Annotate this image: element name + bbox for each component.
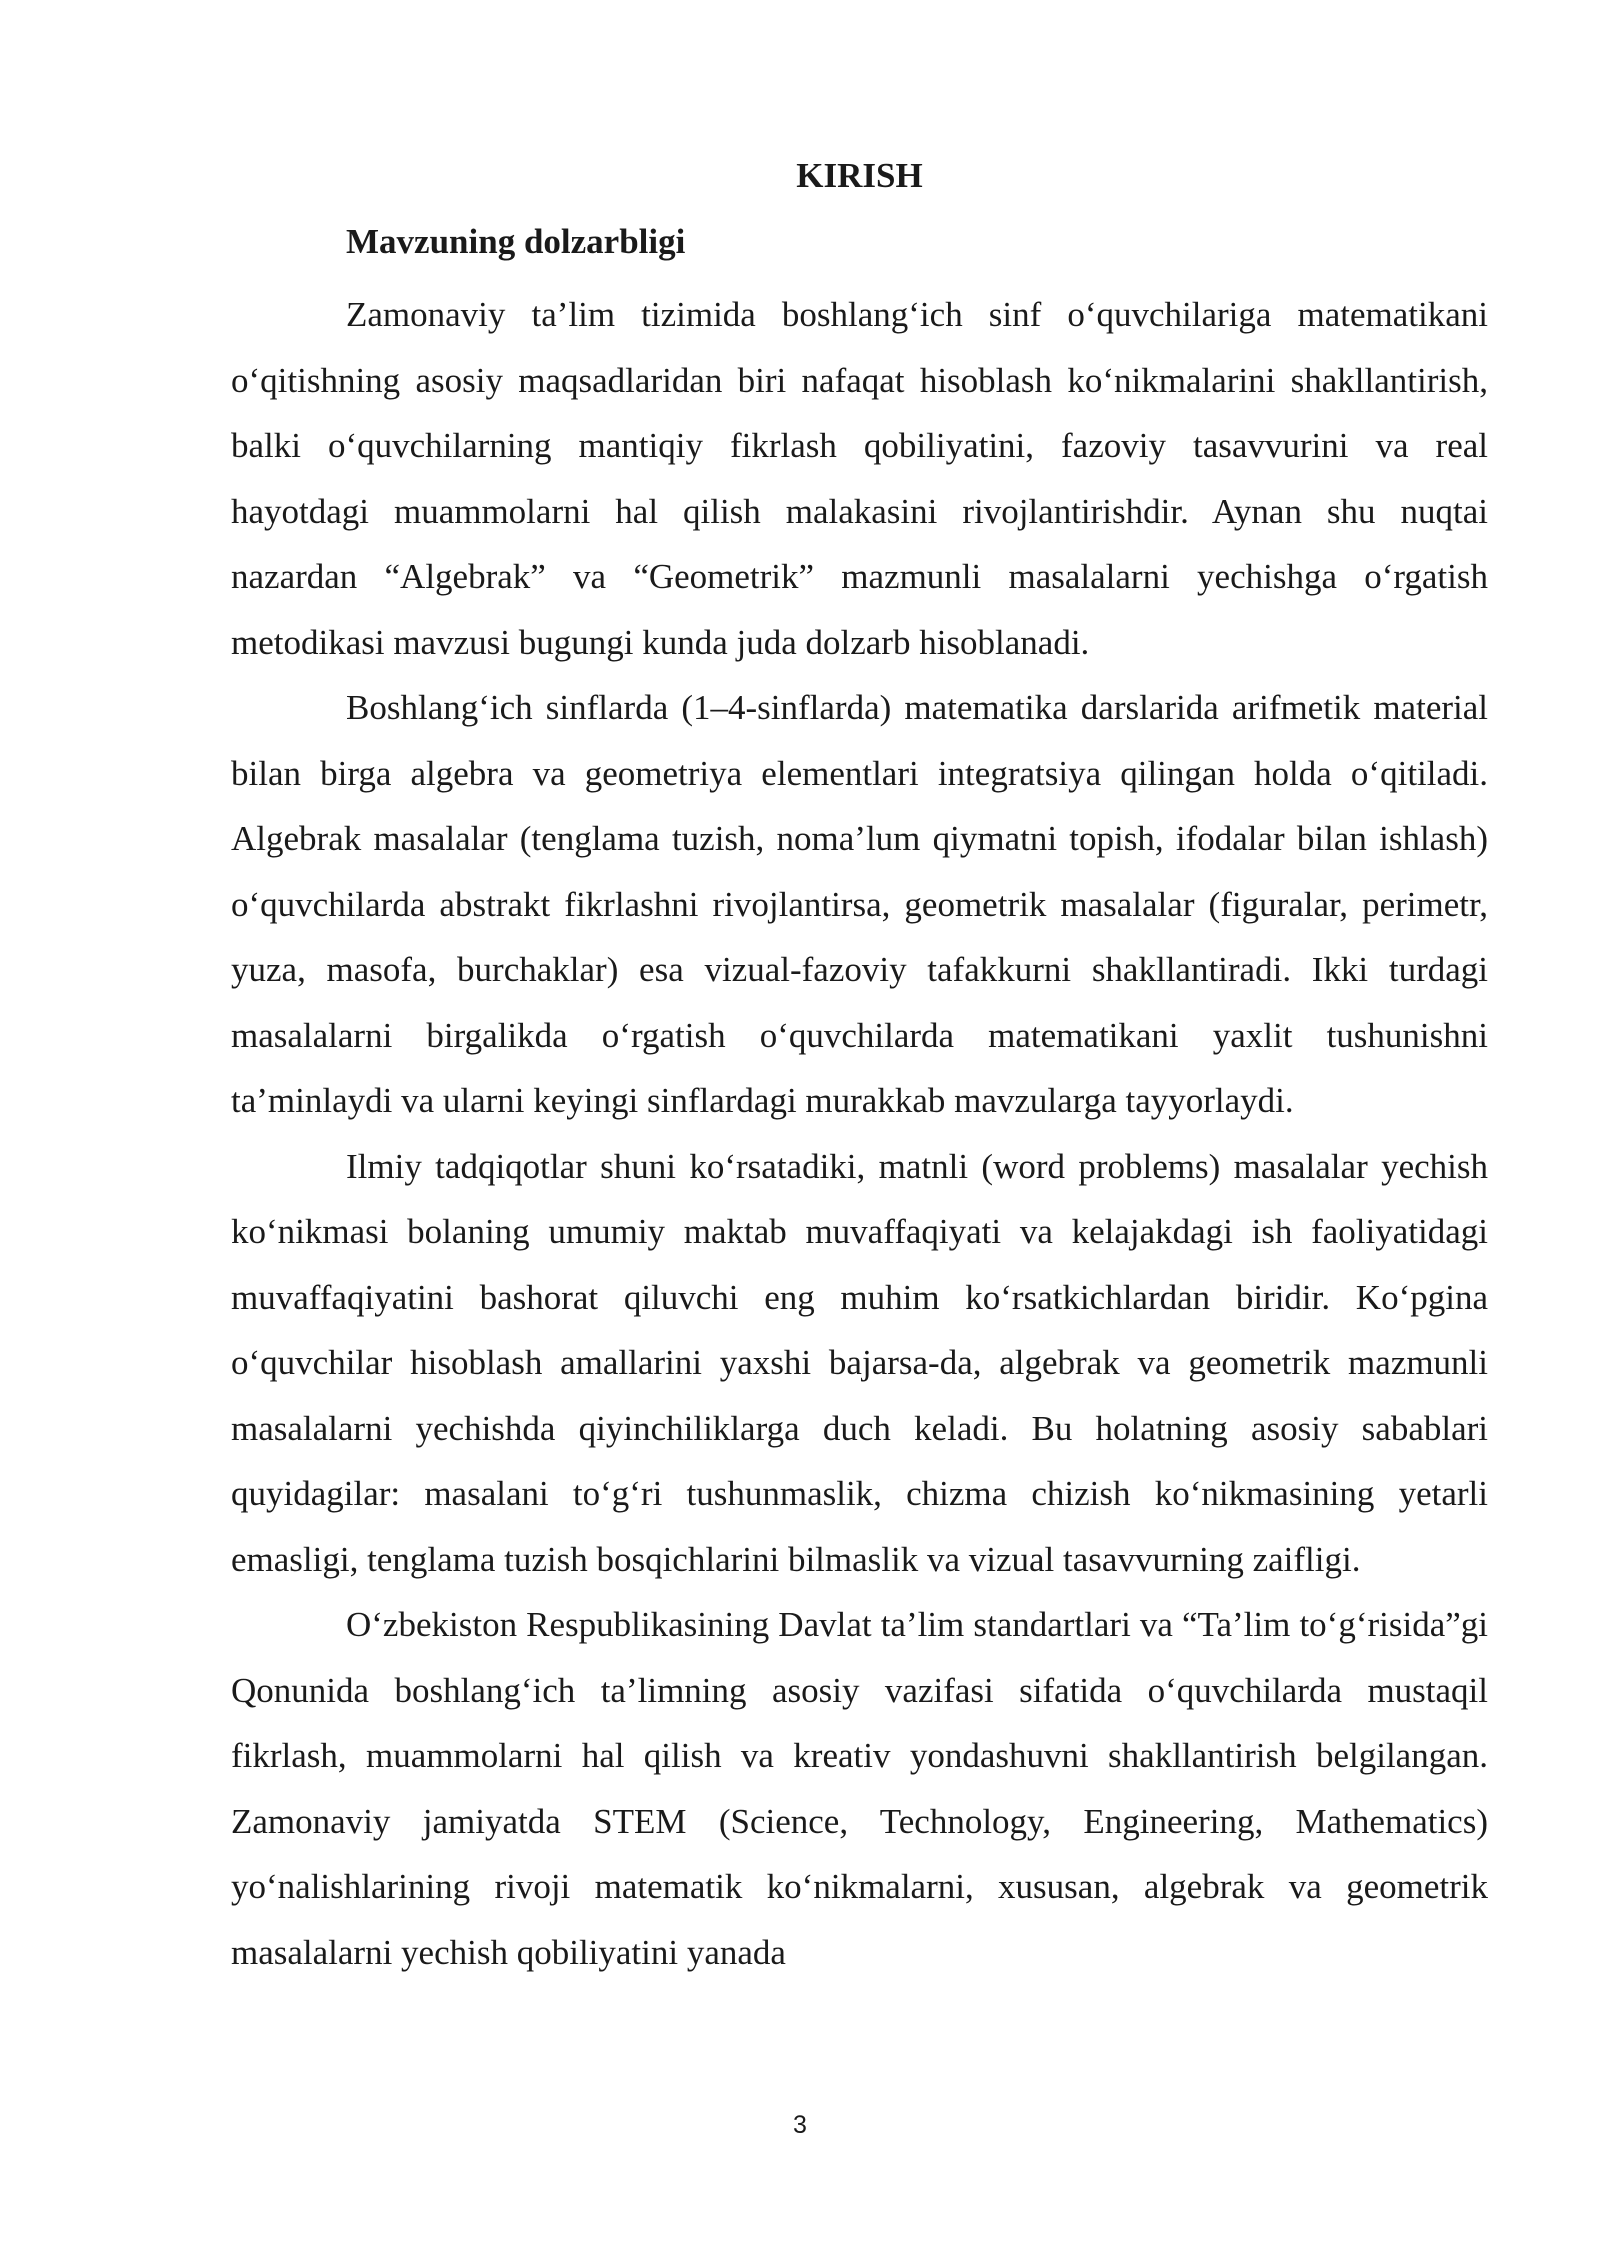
paragraph-4: O‘zbekiston Respublikasining Davlat ta’lim standartlari va “Ta’lim to‘g‘risida”gi Qonunida boshlang‘ich ta’limning asosiy vazifasi sifatida o‘quvchilarda mustaqil fikrlash, muammolarni hal qilish va kreativ yondashuvni shakllantirish belgilangan. Zamonaviy jamiyatda STEM (Science, Technology, Engineering, Mathematics) yo‘nalishlarining rivoji matematik ko‘nikmalarni, xususan, algebrak va geometrik masalalarni yechish qobiliyatini yanada — [231, 1605, 1488, 1972]
page-number: 3 — [793, 2111, 807, 2139]
paragraph-1: Zamonaviy ta’lim tizimida boshlang‘ich sinf o‘quvchilariga matematikani o‘qitishning asosiy maqsadlaridan biri nafaqat hisoblash ko‘nikmalarini shakllantirish, balki o‘quvchilarning mantiqiy fikrlash qobiliyatini, fazoviy tasavvurini va real hayotdagi muammolarni hal qilish malakasini rivojlantirishdir. Aynan shu nuqtai nazardan “Algebrak” va “Geometrik” mazmunli masalalarni yechishga o‘rgatish metodikasi mavzusi bugungi kunda juda dolzarb hisoblanadi. — [231, 295, 1488, 662]
section-subtitle: Mavzuning dolzarbligi — [346, 222, 686, 261]
page-title: KIRISH — [796, 156, 923, 195]
paragraph-3: Ilmiy tadqiqotlar shuni ko‘rsatadiki, matnli (word problems) masalalar yechish ko‘nikmasi bolaning umumiy maktab muvaffaqiyati va kelajakdagi ish faoliyatidagi muvaffaqiyatini bashorat qiluvchi eng muhim ko‘rsatkichlardan biridir. Ko‘pgina o‘quvchilar hisoblash amallarini yaxshi bajarsa-da, algebrak va geometrik mazmunli masalalarni yechishda qiyinchiliklarga duch keladi. Bu holatning asosiy sabablari quyidagilar: masalani to‘g‘ri tushunmaslik, chizma chizish ko‘nikmasining yetarli emasligi, tenglama tuzish bosqichlarini bilmaslik va vizual tasavvurning zaifligi. — [231, 1146, 1488, 1579]
paragraph-2: Boshlang‘ich sinflarda (1–4-sinflarda) matematika darslarida arifmetik material bilan birga algebra va geometriya elementlari integratsiya qilingan holda o‘qitiladi. Algebrak masalalar (tenglama tuzish, noma’lum qiymatni topish, ifodalar bilan ishlash) o‘quvchilarda abstrakt fikrlashni rivojlantirsa, geometrik masalalar (figuralar, perimetr, yuza, masofa, burchaklar) esa vizual-fazoviy tafakkurni shakllantiradi. Ikki turdagi masalalarni birgalikda o‘rgatish o‘quvchilarda matematikani yaxlit tushunishni ta’minlaydi va ularni keyingi sinflardagi murakkab mavzularga tayyorlaydi. — [231, 688, 1488, 1120]
page-content — [231, 150, 1488, 1985]
